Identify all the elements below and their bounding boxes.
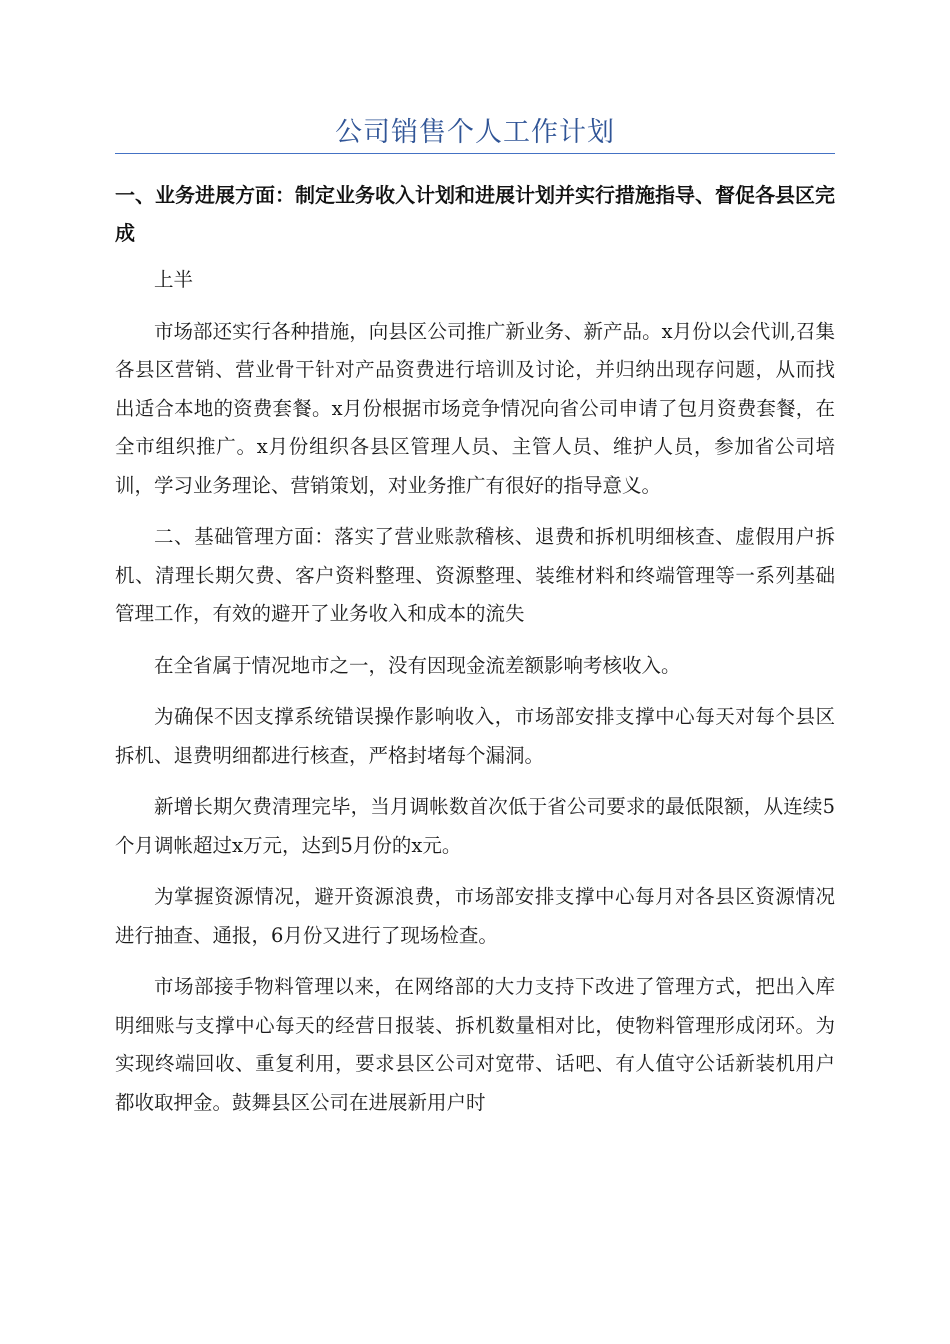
section-heading-1: 一、业务进展方面：制定业务收入计划和进展计划并实行措施指导、督促各县区完成 bbox=[115, 183, 835, 245]
document-page bbox=[115, 0, 835, 1122]
paragraph-1: 上半 bbox=[154, 268, 194, 291]
paragraph-2: 市场部还实行各种措施，向县区公司推广新业务、新产品。x月份以会代训,召集各县区营销、营业骨干针对产品资费进行培训及讨论，并归纳出现存问题，从而找出适合本地的资费套餐。x月份根据市场竞争情况向省公司申请了包月资费套餐，在全市组织推广。x月份组织各县区管理人员、主管人员、维护人员，参加省公司培训，学习业务理论、营销策划，对业务推广有很好的指导意义。 bbox=[115, 319, 835, 497]
paragraph-4: 在全省属于情况地市之一，没有因现金流差额影响考核收入。 bbox=[154, 653, 681, 677]
title-underline bbox=[115, 153, 835, 154]
document-title: 公司销售个人工作计划 bbox=[335, 117, 615, 148]
paragraph-3: 二、基础管理方面：落实了营业账款稽核、退费和拆机明细核查、虚假用户拆机、清理长期欠费、客户资料整理、资源整理、装维材料和终端管理等一系列基础管理工作，有效的避开了业务收入和成本的流失 bbox=[115, 525, 835, 625]
paragraph-7: 为掌握资源情况，避开资源浪费，市场部安排支撑中心每月对各县区资源情况进行抽查、通报，6月份又进行了现场检查。 bbox=[115, 885, 835, 947]
paragraph-5: 为确保不因支撑系统错误操作影响收入，市场部安排支撑中心每天对每个县区拆机、退费明细都进行核查，严格封堵每个漏洞。 bbox=[115, 705, 835, 767]
paragraph-8: 市场部接手物料管理以来，在网络部的大力支持下改进了管理方式，把出入库明细账与支撑中心每天的经营日报装、拆机数量相对比，使物料管理形成闭环。为实现终端回收、重复利用，要求县区公司对宽带、话吧、有人值守公话新装机用户都收取押金。鼓舞县区公司在进展新用户时 bbox=[115, 975, 835, 1114]
paragraph-6: 新增长期欠费清理完毕，当月调帐数首次低于省公司要求的最低限额，从连续5个月调帐超过x万元，达到5月份的x元。 bbox=[115, 795, 835, 857]
